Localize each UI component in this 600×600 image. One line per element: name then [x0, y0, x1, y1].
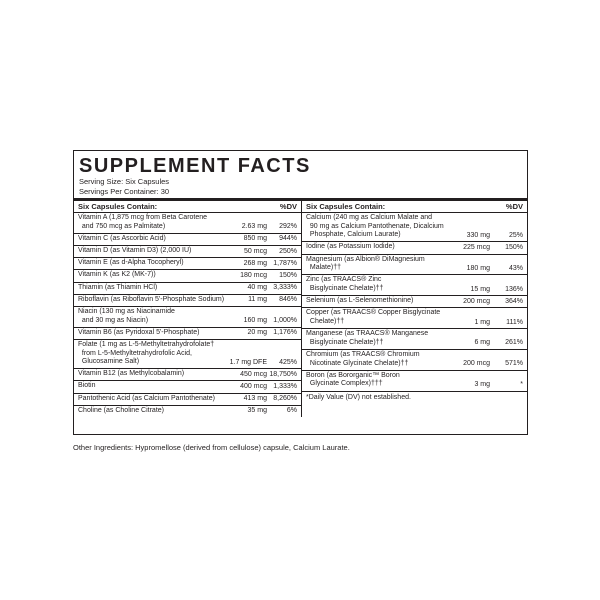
- nutrient-dv: 261%: [505, 339, 523, 347]
- nutrient-name: Vitamin B12 (as Methylcobalamin): [78, 370, 185, 378]
- nutrient-row: [302, 350, 527, 371]
- nutrient-name: Vitamin A (1,875 mcg from Beta Carotene and 750 mcg as Palmitate): [78, 214, 208, 230]
- nutrient-row: [74, 381, 301, 393]
- nutrient-dv: *: [520, 380, 523, 388]
- nutrient-dv: 8,260%: [273, 395, 297, 403]
- nutrient-row: [74, 283, 301, 295]
- nutrient-amount: 1.7 mg DFE: [229, 358, 267, 366]
- nutrient-name: Copper (as TRAACS® Copper Bisglycinate Chelate)††: [306, 309, 441, 325]
- nutrient-dv: 136%: [505, 285, 523, 293]
- servings-per-container: Servings Per Container: 30: [79, 187, 170, 196]
- nutrient-amount: 35 mg: [247, 407, 267, 415]
- right-column: [302, 201, 527, 402]
- nutrient-name: Vitamin D (as Vitamin D3) (2,000 IU): [78, 246, 192, 254]
- nutrient-amount: 40 mg: [247, 284, 267, 292]
- nutrient-dv: 364%: [505, 297, 523, 305]
- nutrient-name: Pantothenic Acid (as Calcium Pantothenate): [78, 394, 215, 402]
- nutrient-name: Folate (1 mg as L-5-Methyltetrahydrofolate† from L-5-Methyltetrahydrofolic Acid, Glucosamine Salt): [78, 340, 215, 366]
- nutrient-dv: 3,333%: [273, 284, 297, 292]
- header-dv: %DV: [279, 202, 297, 211]
- nutrient-name: Magnesium (as Albion® DiMagnesium Malate)††: [306, 255, 425, 272]
- nutrient-row: [302, 275, 527, 296]
- nutrient-amount: 850 mg: [243, 235, 267, 243]
- nutrient-row: [74, 307, 301, 328]
- nutrient-amount: 15 mg: [470, 285, 490, 293]
- nutrient-amount: 413 mg: [243, 395, 267, 403]
- nutrient-dv: 944%: [279, 235, 297, 243]
- left-column-header: [74, 201, 301, 213]
- nutrient-amount: 3 mg: [474, 380, 490, 388]
- nutrient-name: Vitamin C (as Ascorbic Acid): [78, 234, 166, 242]
- header-dv: %DV: [505, 202, 523, 211]
- left-column: [74, 201, 302, 417]
- nutrient-name: Manganese (as TRAACS® Manganese Bisglycinate Chelate)††: [306, 330, 429, 346]
- nutrient-amount: 450 mcg: [240, 370, 267, 378]
- nutrient-row: [74, 406, 301, 417]
- nutrient-name: Calcium (240 mg as Calcium Malate and 90 mg as Calcium Pantothenate, Dicalcium Phosphate, Calcium Laurate): [306, 214, 444, 239]
- nutrient-row: [74, 270, 301, 282]
- nutrient-name: Iodine (as Potassium Iodide): [306, 243, 395, 251]
- nutrient-dv: 111%: [506, 318, 523, 326]
- nutrient-amount: 400 mcg: [240, 383, 267, 391]
- header-label: Six Capsules Contain:: [78, 202, 158, 211]
- nutrient-dv: 150%: [279, 271, 297, 279]
- nutrient-row: [302, 213, 527, 242]
- nutrient-dv: 1,333%: [273, 383, 297, 391]
- nutrient-dv: 846%: [279, 296, 297, 304]
- nutrient-amount: 200 mcg: [463, 297, 490, 305]
- nutrient-dv: 1,176%: [273, 329, 297, 337]
- nutrient-amount: 2.63 mg: [241, 223, 267, 231]
- nutrient-amount: 20 mg: [247, 329, 267, 337]
- nutrient-row: [74, 213, 301, 234]
- nutrient-amount: 180 mcg: [240, 271, 267, 279]
- nutrient-row: [74, 234, 301, 246]
- nutrient-amount: 11 mg: [248, 296, 267, 304]
- nutrient-row: [74, 369, 301, 381]
- nutrient-amount: 50 mcg: [244, 247, 267, 255]
- nutrient-name: Vitamin B6 (as Pyridoxal 5'-Phosphate): [78, 328, 200, 336]
- nutrient-name: Vitamin E (as d-Alpha Tocopheryl): [78, 259, 184, 267]
- nutrient-row: [302, 308, 527, 329]
- nutrient-dv: 150%: [505, 243, 523, 251]
- nutrient-amount: 1 mg: [474, 318, 490, 326]
- nutrient-amount: 268 mg: [243, 259, 267, 267]
- nutrient-row: [74, 394, 301, 406]
- nutrient-amount: 180 mg: [466, 264, 490, 272]
- nutrient-dv: 571%: [505, 360, 523, 368]
- serving-size: Serving Size: Six Capsules: [79, 177, 170, 186]
- nutrient-row: [74, 246, 301, 258]
- nutrient-name: Selenium (as L-Selenomethionine): [306, 297, 414, 305]
- nutrient-amount: 225 mcg: [463, 243, 490, 251]
- nutrient-row: [74, 340, 301, 369]
- nutrient-dv: 25%: [508, 231, 523, 239]
- nutrient-dv: 6%: [286, 407, 297, 415]
- nutrient-dv: 1,787%: [273, 259, 297, 267]
- nutrient-dv: 425%: [279, 358, 297, 366]
- nutrient-row: [74, 328, 301, 340]
- nutrient-row: [74, 295, 301, 307]
- nutrient-amount: 200 mcg: [463, 360, 490, 368]
- nutrient-name: Riboflavin (as Riboflavin 5'-Phosphate Sodium): [78, 295, 225, 303]
- nutrient-name: Biotin: [78, 382, 96, 390]
- footnote: *Daily Value (DV) not established.: [306, 393, 411, 401]
- nutrient-dv: 18,750%: [269, 370, 297, 378]
- panel-title: SUPPLEMENT FACTS: [79, 155, 311, 177]
- supplement-facts-panel: [73, 150, 528, 435]
- nutrient-name: Thiamin (as Thiamin HCl): [78, 283, 158, 291]
- nutrient-name: Vitamin K (as K2 (MK-7)): [78, 271, 156, 279]
- nutrient-dv: 43%: [508, 264, 523, 272]
- other-ingredients: Other Ingredients: Hypromellose (derived from cellulose) capsule, Calcium Laurate.: [73, 443, 350, 452]
- nutrient-amount: 6 mg: [474, 339, 490, 347]
- nutrient-dv: 250%: [279, 247, 297, 255]
- nutrient-row: [302, 255, 527, 276]
- nutrient-amount: 330 mg: [466, 231, 490, 239]
- nutrient-name: Chromium (as TRAACS® Chromium Nicotinate Glycinate Chelate)††: [306, 350, 420, 367]
- nutrient-name: Boron (as Bororganic™ Boron Glycinate Complex)†††: [306, 371, 400, 388]
- nutrient-row: [302, 242, 527, 254]
- nutrient-name: Zinc (as TRAACS® Zinc Bisglycinate Chelate)††: [306, 276, 384, 292]
- nutrient-name: Choline (as Choline Citrate): [78, 406, 164, 414]
- nutrient-row: [74, 258, 301, 270]
- right-column-header: [302, 201, 527, 213]
- nutrient-row: [302, 296, 527, 308]
- nutrient-dv: 292%: [279, 223, 297, 231]
- nutrient-name: Niacin (130 mg as Niacinamide and 30 mg as Niacin): [78, 307, 175, 324]
- nutrient-row: [302, 329, 527, 350]
- header-label: Six Capsules Contain:: [306, 202, 386, 211]
- nutrient-row: [302, 371, 527, 392]
- nutrient-dv: 1,000%: [273, 317, 297, 325]
- nutrient-amount: 160 mg: [243, 317, 267, 325]
